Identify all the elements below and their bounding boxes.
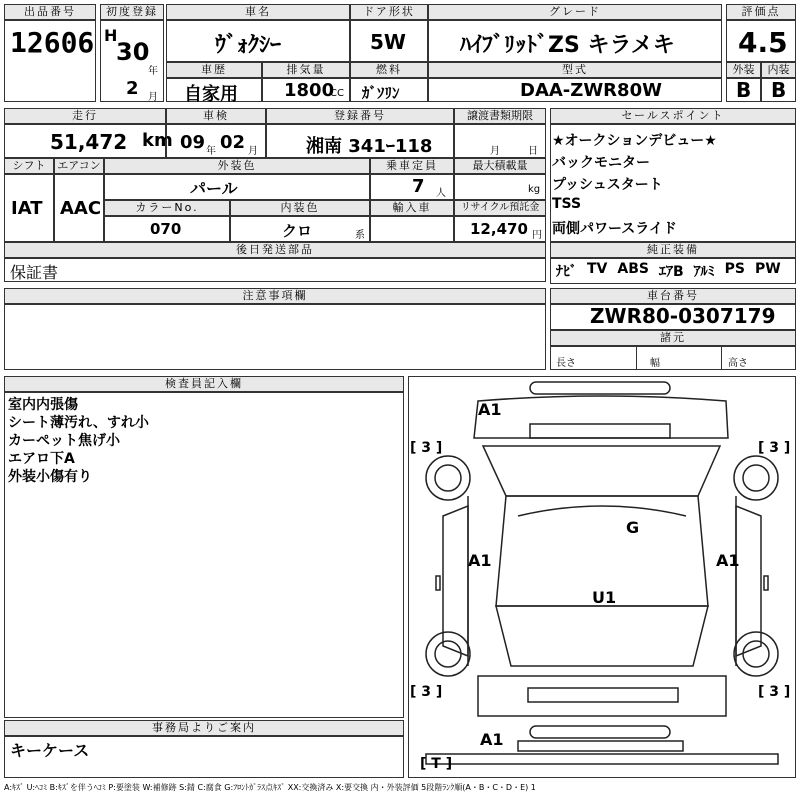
mileage-value: 51,472 — [50, 130, 128, 154]
displacement-value: 1800 — [284, 80, 335, 101]
insp-month: 02 — [220, 132, 246, 153]
km-unit: km — [142, 130, 173, 151]
month-unit: 月 — [148, 92, 158, 103]
score-label: 評価点 — [726, 4, 796, 20]
later-parts-label: 後日発送部品 — [4, 242, 546, 258]
color-no-label: カラーNo. — [104, 200, 230, 216]
width-label: 幅 — [650, 358, 660, 369]
tire-spare: [ T ] — [420, 756, 453, 772]
damage-g: G — [626, 518, 640, 537]
shift-value: IAT — [11, 198, 43, 219]
tire-fl: [ 3 ] — [410, 440, 443, 456]
mileage-label: 走行 — [4, 108, 166, 124]
equip-item: PS — [724, 261, 745, 277]
ext-label: 外装 — [726, 62, 761, 78]
insp-m: 月 — [248, 146, 258, 157]
score-value: 4.5 — [738, 26, 788, 59]
color-no-value: 070 — [150, 220, 182, 238]
car-name: ｳﾞｫｸｼｰ — [215, 33, 282, 58]
damage-a1-right: A1 — [716, 551, 740, 570]
year-unit: 年 — [148, 66, 158, 77]
insp-year: 09 — [180, 132, 206, 153]
fuel-label: 燃料 — [350, 62, 428, 78]
inspector-line: 室内内張傷 — [8, 397, 78, 413]
chassis-label: 車台番号 — [550, 288, 796, 304]
chassis-value: ZWR80-0307179 — [590, 304, 776, 328]
equip-item: ﾅﾋﾞ — [556, 264, 577, 280]
equip-item: ｱﾙﾐ — [693, 264, 715, 280]
inspector-line: カーペット焦げ小 — [8, 433, 120, 449]
kg-unit: kg — [528, 184, 541, 195]
equip-label: 純正装備 — [550, 242, 796, 258]
plate-value: 湘南 341ｰ118 — [306, 136, 433, 157]
equip-item: ｴｱB — [658, 264, 684, 280]
yen-unit: 円 — [532, 230, 542, 241]
history-label: 車歴 — [166, 62, 262, 78]
ac-value: AAC — [60, 198, 102, 219]
door-label: ドア形状 — [350, 4, 428, 20]
equip-item: PW — [755, 261, 781, 277]
person-unit: 人 — [436, 188, 446, 199]
recycle-value: 12,470 — [470, 220, 528, 238]
sales-item: 両側パワースライド — [552, 221, 677, 237]
int-grade: B — [771, 78, 787, 102]
first-reg-label: 初度登録 — [100, 4, 164, 20]
cc-unit: CC — [330, 88, 344, 99]
notes-label: 注意事項欄 — [4, 288, 546, 304]
inspection-label: 車検 — [166, 108, 266, 124]
ext-grade: B — [736, 78, 752, 102]
lot-label: 出品番号 — [4, 4, 96, 20]
sales-item: プッシュスタート — [552, 177, 663, 193]
equip-row — [556, 261, 781, 281]
interior-color-value: クロ — [282, 222, 313, 240]
dims-divider — [636, 346, 722, 370]
dims-label: 諸元 — [550, 330, 796, 346]
damage-a1-top: A1 — [478, 400, 502, 419]
tire-fr: [ 3 ] — [758, 440, 791, 456]
kei-unit: 系 — [355, 230, 365, 241]
shift-label: シフト — [4, 158, 54, 174]
reg-month: 2 — [126, 78, 139, 99]
office-label: 事務局よりご案内 — [4, 720, 404, 736]
color-label: 外装色 — [104, 158, 370, 174]
damage-a1-left: A1 — [468, 551, 492, 570]
recycle-label: リサイクル預託金 — [454, 200, 546, 216]
grade-value: ﾊｲﾌﾞﾘｯﾄﾞZS キラメキ — [460, 33, 675, 58]
sales-item: ★オークションデビュー★ — [552, 133, 717, 149]
equip-item: ABS — [617, 261, 649, 277]
inspector-line: 外装小傷有り — [8, 469, 92, 485]
damage-u1: U1 — [592, 588, 617, 607]
int-label: 内装 — [761, 62, 796, 78]
insp-y: 年 — [206, 146, 216, 157]
height-label: 高さ — [728, 358, 748, 369]
lot-number: 12606 — [10, 26, 95, 59]
ac-label: エアコン — [54, 158, 104, 174]
transfer-day: 日 — [528, 146, 538, 157]
damage-a1-bottom: A1 — [480, 730, 504, 749]
load-label: 最大積載量 — [454, 158, 546, 174]
sales-item: TSS — [552, 196, 582, 212]
notes-cell — [4, 304, 546, 370]
interior-color-label: 内装色 — [230, 200, 370, 216]
import-label: 輸入車 — [370, 200, 454, 216]
plate-label: 登録番号 — [266, 108, 454, 124]
equip-item: TV — [587, 261, 608, 277]
sales-item: バックモニター — [552, 155, 650, 171]
name-label: 車名 — [166, 4, 350, 20]
model-value: DAA-ZWR80W — [520, 80, 662, 101]
inspector-label: 検査員記入欄 — [4, 376, 404, 392]
transfer-month: 月 — [490, 146, 500, 157]
transfer-label: 譲渡書類期限 — [454, 108, 546, 124]
inspector-line: シート薄汚れ、すれ小 — [8, 415, 149, 431]
legend: A:ｷｽﾞ U:ﾍｺﾐ B:ｷｽﾞを伴うﾍｺﾐ P:要塗装 W:補修跡 S:錆 C:腐食 G:ﾌﾛﾝﾄｶﾞﾗｽ点ｷｽﾞ XX:交換済み X:要交換 内・外装評価 5段階ﾗﾝｸ順(A・B・C・D・E) 1 — [4, 783, 536, 792]
fuel-value: ｶﾞｿﾘﾝ — [362, 84, 400, 102]
model-label: 型式 — [428, 62, 722, 78]
tire-rl: [ 3 ] — [410, 684, 443, 700]
later-parts-cell — [4, 258, 546, 282]
displacement-label: 排気量 — [262, 62, 350, 78]
car-diagram — [408, 376, 796, 778]
color-value: パール — [190, 179, 238, 198]
inspector-line: エアロ下A — [8, 451, 75, 467]
history-value: 自家用 — [184, 84, 238, 105]
capacity-label: 乗車定員 — [370, 158, 454, 174]
later-parts-value: 保証書 — [10, 263, 59, 282]
capacity-value: 7 — [412, 176, 425, 197]
reg-year: 30 — [116, 38, 150, 66]
sales-label: セールスポイント — [550, 108, 796, 124]
length-label: 長さ — [556, 358, 576, 369]
import-cell — [370, 216, 454, 242]
era: H — [104, 26, 118, 45]
office-text: キーケース — [10, 741, 90, 760]
tire-rr: [ 3 ] — [758, 684, 791, 700]
door-value: 5W — [370, 30, 406, 54]
grade-label: グレード — [428, 4, 722, 20]
